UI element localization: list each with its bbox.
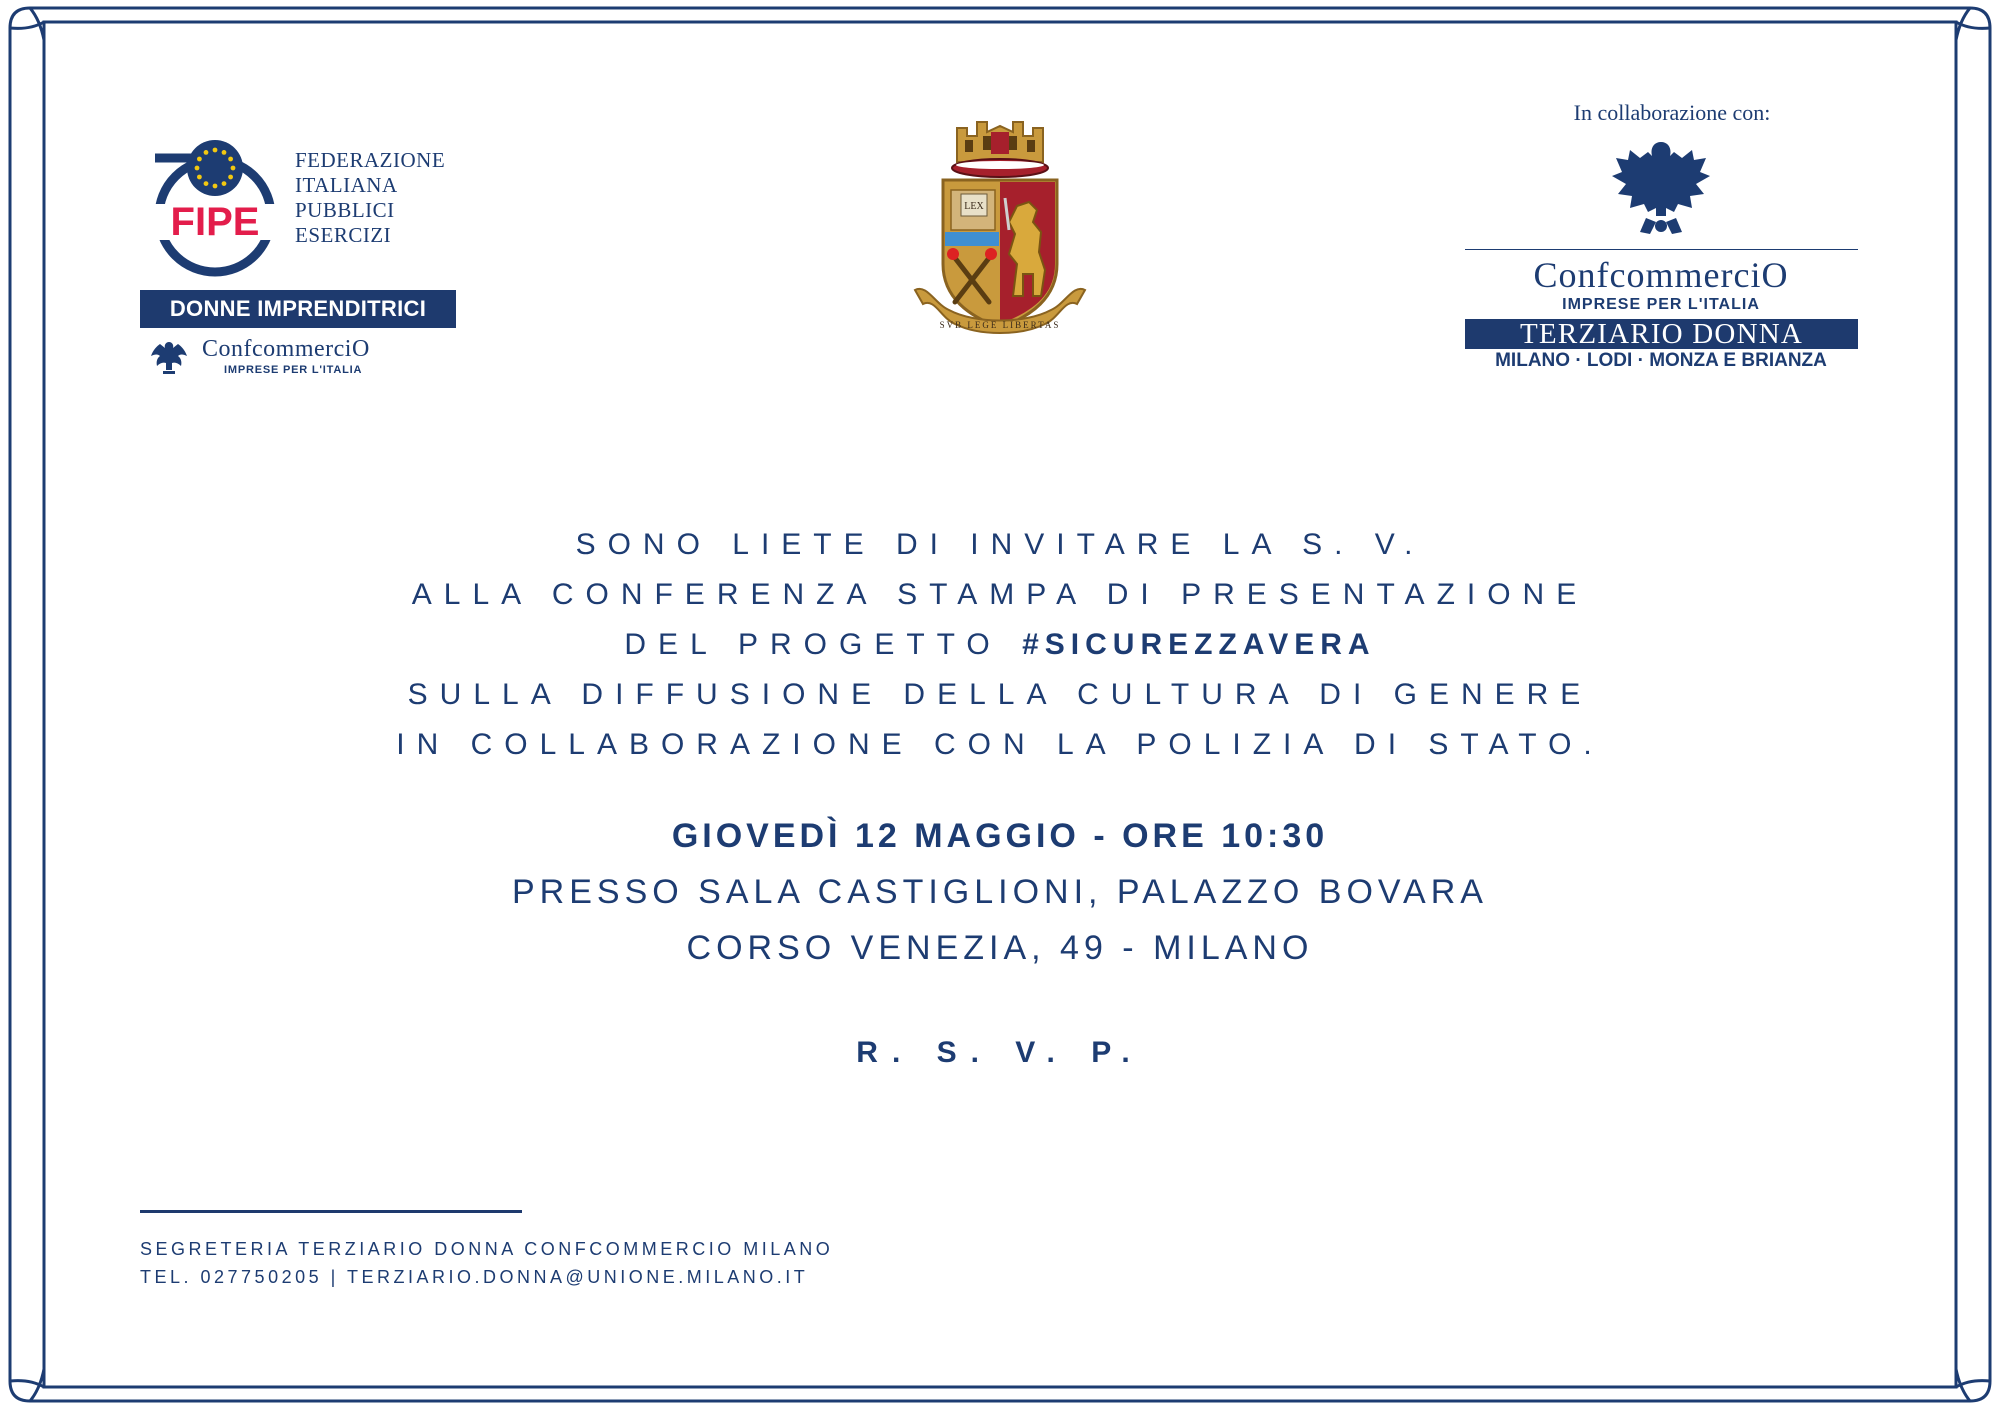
crown-icon xyxy=(952,122,1048,177)
fipe-logo xyxy=(140,138,460,378)
confcommercio-small-logo xyxy=(148,334,458,382)
footer-contact xyxy=(140,1235,833,1291)
event-details xyxy=(0,808,2000,976)
fipe-line-4: ESERCIZI xyxy=(295,223,392,247)
crest-book-text: LEX xyxy=(964,201,984,212)
cities-line: MILANO · LODI · MONZA E BRIANZA xyxy=(1495,350,1827,371)
rsvp: R. S. V. P. xyxy=(856,1036,1144,1069)
polizia-crest-icon xyxy=(905,114,1095,354)
eagle-icon xyxy=(1610,138,1712,240)
confcommercio-tagline: IMPRESE PER L'ITALIA xyxy=(224,364,363,376)
eagle-icon xyxy=(148,336,190,376)
logo-divider xyxy=(1465,249,1858,250)
invitation-line-3-prefix: DEL PROGETTO xyxy=(624,628,1023,661)
invitation-line-3 xyxy=(0,620,2000,670)
confcommercio-name: ConfcommerciO xyxy=(202,336,370,362)
terziario-donna-band: TERZIARIO DONNA xyxy=(1465,319,1858,349)
donne-imprenditrici-band: DONNE IMPRENDITRICI xyxy=(140,290,456,328)
event-venue: PRESSO SALA CASTIGLIONI, PALAZZO BOVARA xyxy=(512,873,1488,911)
confcommercio-terziario-logo xyxy=(1462,138,1860,378)
event-address: CORSO VENEZIA, 49 - MILANO xyxy=(686,929,1314,967)
fipe-line-3: PUBBLICI xyxy=(295,198,395,222)
footer-contact-info[interactable]: TEL. 027750205 | TERZIARIO.DONNA@UNIONE.MILANO.IT xyxy=(140,1267,809,1287)
crest-motto: SVB LEGE LIBERTAS xyxy=(939,320,1061,330)
fipe-line-1: FEDERAZIONE xyxy=(295,148,446,172)
event-datetime: GIOVEDÌ 12 MAGGIO - ORE 10:30 xyxy=(671,817,1329,855)
fipe-emblem-icon xyxy=(140,138,290,288)
invitation-line-2: ALLA CONFERENZA STAMPA DI PRESENTAZIONE xyxy=(411,578,1589,611)
fipe-name-lines xyxy=(295,148,465,248)
invitation-line-1: SONO LIETE DI INVITARE LA S. V. xyxy=(575,528,1425,561)
confcommercio-tagline: IMPRESE PER L'ITALIA xyxy=(1562,296,1760,313)
footer-divider xyxy=(140,1210,522,1213)
invitation-line-4: SULLA DIFFUSIONE DELLA CULTURA DI GENERE xyxy=(407,678,1593,711)
fipe-acronym: FIPE xyxy=(170,200,260,244)
invitation-text xyxy=(0,520,2000,770)
project-hashtag: #SICUREZZAVERA xyxy=(1022,628,1376,661)
fipe-line-2: ITALIANA xyxy=(295,173,398,197)
invitation-line-5: IN COLLABORAZIONE CON LA POLIZIA DI STATO. xyxy=(396,728,1604,761)
footer-secretariat: SEGRETERIA TERZIARIO DONNA CONFCOMMERCIO MILANO xyxy=(140,1239,834,1259)
confcommercio-name: ConfcommerciO xyxy=(1533,255,1789,295)
collaboration-intro: In collaborazione con: xyxy=(1573,100,1771,125)
